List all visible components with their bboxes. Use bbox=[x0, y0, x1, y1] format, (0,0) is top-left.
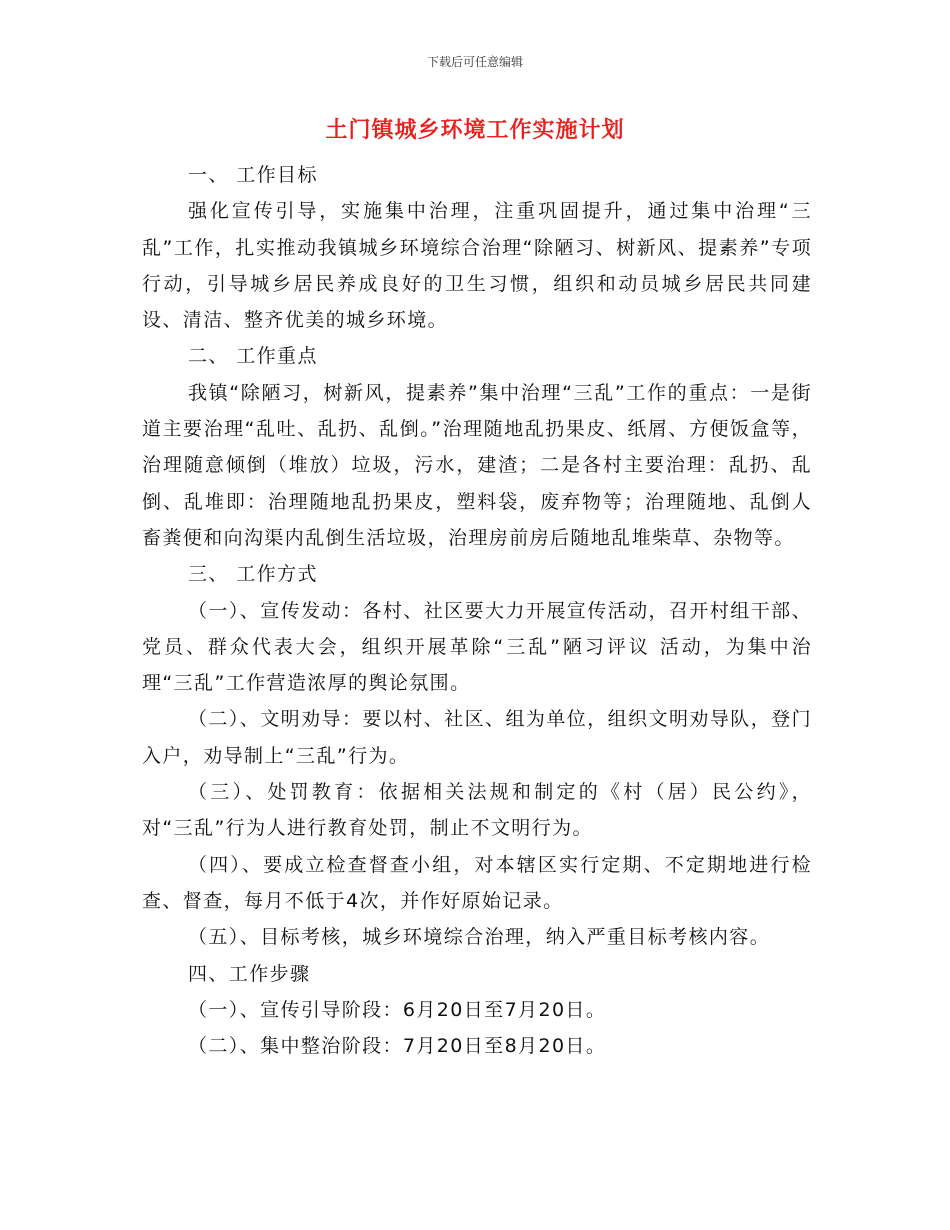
document-title: 土门镇城乡环境工作实施计划 bbox=[325, 118, 625, 143]
paragraph-method-inspection: （四）、要成立检查督查小组，对本辖区实行定期、不定期地进行检查、督查，每月不低于4次，并作好原始记录。 bbox=[142, 853, 812, 912]
section-heading-methods: 三、 工作方式 bbox=[188, 563, 318, 586]
paragraph-method-publicity: （一）、宣传发动：各村、社区要大力开展宣传活动，召开村组干部、党员、群众代表大会，组织开展革除“三乱”陋习评议 活动，为集中治理“三乱”工作营造浓厚的舆论氛围。 bbox=[142, 599, 812, 695]
page-header-note: 下载后可任意编辑 bbox=[426, 55, 523, 69]
section-heading-focus: 二、 工作重点 bbox=[188, 345, 318, 368]
paragraph-method-assessment: （五）、目标考核，城乡环境综合治理，纳入严重目标考核内容。 bbox=[188, 926, 771, 949]
paragraph-step-rectification: （二）、集中整治阶段：7月20日至8月20日。 bbox=[188, 1035, 607, 1058]
document-body bbox=[142, 157, 812, 1064]
paragraph-goals: 强化宣传引导，实施集中治理，注重巩固提升，通过集中治理“三乱”工作，扎实推动我镇城乡环境综合治理“除陋习、树新风、提素养”专项行动，引导城乡居民养成良好的卫生习惯，组织和动员城乡居民共同建设、清洁、整齐优美的城乡环境。 bbox=[142, 200, 812, 332]
section-heading-steps: 四、工作步骤 bbox=[188, 962, 311, 985]
paragraph-method-penalty: （三）、处罚教育：依据相关法规和制定的《村（居）民公约》，对“三乱”行为人进行教育处罚，制止不文明行为。 bbox=[142, 781, 812, 840]
paragraph-method-persuasion: （二）、文明劝导：要以村、社区、组为单位，组织文明劝导队，登门入户，劝导制上“三乱”行为。 bbox=[142, 708, 812, 767]
paragraph-step-publicity: （一）、宣传引导阶段：6月20日至7月20日。 bbox=[188, 998, 607, 1021]
paragraph-focus: 我镇“除陋习，树新风，提素养”集中治理“三乱”工作的重点：一是街道主要治理“乱吐、乱扔、乱倒。”治理随地乱扔果皮、纸屑、方便饭盒等，治理随意倾倒（堆放）垃圾，污水，建渣；二是各村主要治理：乱扔、乱倒、乱堆即：治理随地乱扔果皮，塑料袋，废弃物等；治理随地、乱倒人畜粪便和向沟渠内乱倒生活垃圾，治理房前房后随地乱堆柴草、杂物等。 bbox=[142, 381, 812, 549]
section-heading-goals: 一、 工作目标 bbox=[188, 164, 318, 186]
